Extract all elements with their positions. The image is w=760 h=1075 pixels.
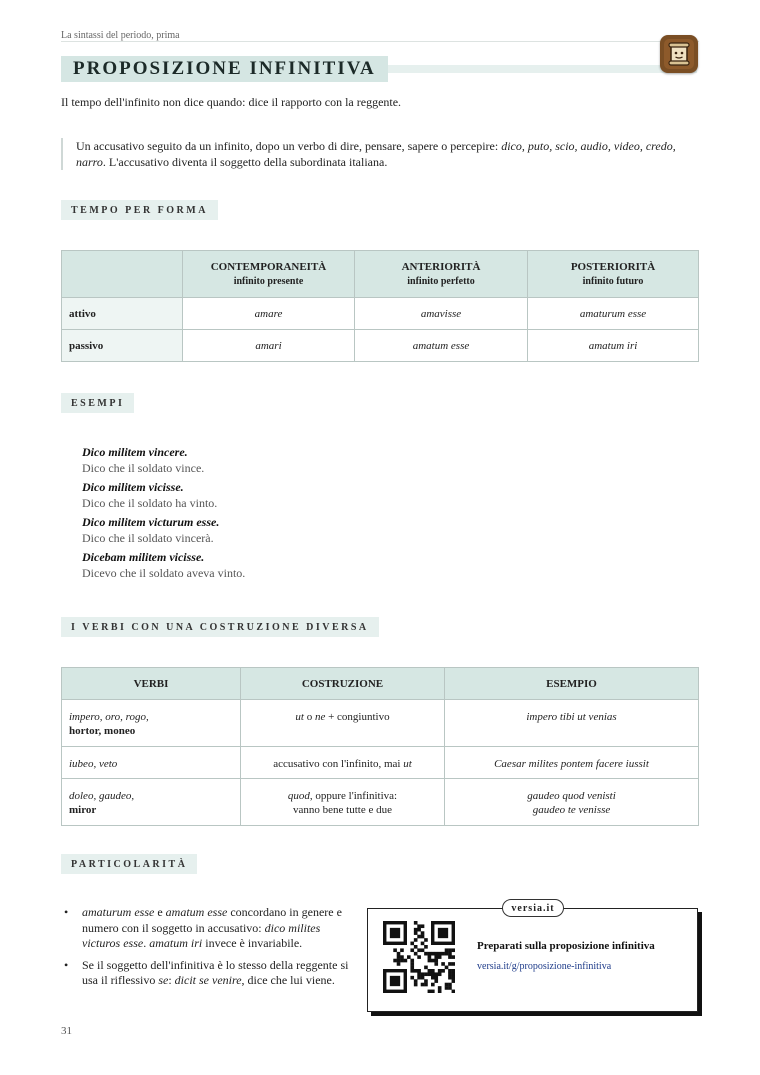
example-latin: Dico militem victurum esse. <box>82 515 220 529</box>
verbi-table <box>61 667 699 826</box>
table-row <box>62 330 699 362</box>
section-verbi-costruzione-diversa: I VERBI CON UNA COSTRUZIONE DIVERSA <box>61 617 379 637</box>
qr-code-icon[interactable] <box>383 921 455 993</box>
example-latin: Dico militem vincere. <box>82 445 188 459</box>
table-cell: amare <box>183 298 355 330</box>
quote-text-after: . L'accusativo diventa il soggetto della subordinata italiana. <box>102 155 388 169</box>
title-box <box>61 56 388 82</box>
table-cell: amari <box>183 330 355 362</box>
esempio-cell: impero tibi ut venias <box>445 700 699 747</box>
section-tempo-per-forma: TEMPO PER FORMA <box>61 200 218 220</box>
page-number: 31 <box>61 1025 72 1037</box>
verbi-cell: iubeo, veto <box>62 747 241 779</box>
tempo-col-header: POSTERIORITÀ infinito futuro <box>528 251 699 298</box>
costruzione-cell: ut o ne + congiuntivo <box>241 700 445 747</box>
tempo-table <box>61 250 699 362</box>
particolarita-list <box>61 905 357 995</box>
costruzione-cell: accusativo con l'infinito, mai ut <box>241 747 445 779</box>
example-italian: Dico che il soldato ha vinto. <box>82 496 218 510</box>
section-esempi: ESEMPI <box>61 393 134 413</box>
tempo-table-corner <box>62 251 183 298</box>
example-italian: Dico che il soldato vince. <box>82 461 205 475</box>
card-tab-label: versia.it <box>502 899 564 917</box>
bullet-icon: • <box>64 905 69 919</box>
verbi-col-header: COSTRUZIONE <box>241 668 445 700</box>
table-cell: amatum esse <box>355 330 528 362</box>
tempo-col-header: ANTERIORITÀ infinito perfetto <box>355 251 528 298</box>
table-row <box>62 298 699 330</box>
example-latin: Dicebam militem vicisse. <box>82 550 205 564</box>
card-title: Preparati sulla proposizione infinitiva <box>477 940 655 952</box>
bullet-text: amaturum esse e amatum esse concordano in genere e numero con il soggetto in accusativo: dico milites victuros esse. amatum iri invece è invariabile. <box>82 905 342 950</box>
intro-text: Il tempo dell'infinito non dice quando: dice il rapporto con la reggente. <box>61 95 402 109</box>
scroll-icon[interactable] <box>660 35 698 73</box>
table-cell: amaturum esse <box>528 298 699 330</box>
row-label: attivo <box>62 298 183 330</box>
running-head: La sintassi del periodo, prima <box>61 30 180 41</box>
example-italian: Dicevo che il soldato aveva vinto. <box>82 566 246 580</box>
row-label: passivo <box>62 330 183 362</box>
bullet-text: Se il soggetto dell'infinitiva è lo stesso della reggente si usa il riflessivo se: dicit se venire, dice che lui viene. <box>82 957 349 987</box>
quote-verbs: dico, puto, scio, audio, video, credo, narro <box>76 139 676 169</box>
bullet-icon: • <box>64 957 69 972</box>
title-track <box>361 65 697 73</box>
list-item <box>61 905 357 952</box>
verbi-col-header: ESEMPIO <box>445 668 699 700</box>
table-row <box>62 779 699 826</box>
esempio-cell: Caesar milites pontem facere iussit <box>445 747 699 779</box>
examples-list <box>82 444 245 584</box>
header-divider <box>61 41 699 42</box>
verbi-cell: doleo, gaudeo, miror <box>62 779 241 826</box>
costruzione-cell: quod, oppure l'infinitiva: vanno bene tutte e due <box>241 779 445 826</box>
table-row <box>62 747 699 779</box>
table-cell: amavisse <box>355 298 528 330</box>
table-row <box>62 700 699 747</box>
verbi-col-header: VERBI <box>62 668 241 700</box>
definition-quote <box>61 138 697 170</box>
quote-text-before: Un accusativo seguito da un infinito, dopo un verbo di dire, pensare, sapere o percepire: <box>76 139 502 153</box>
verbi-cell: impero, oro, rogo, hortor, moneo <box>62 700 241 747</box>
page-title: PROPOSIZIONE INFINITIVA <box>73 58 376 79</box>
table-cell: amatum iri <box>528 330 699 362</box>
tempo-col-header: CONTEMPORANEITÀ infinito presente <box>183 251 355 298</box>
esempio-cell: gaudeo quod venisti gaudeo te venisse <box>445 779 699 826</box>
card-link[interactable]: versia.it/g/proposizione-infinitiva <box>477 961 612 972</box>
list-item <box>61 958 357 989</box>
section-particolarita: PARTICOLARITÀ <box>61 854 197 874</box>
example-italian: Dico che il soldato vincerà. <box>82 531 214 545</box>
example-latin: Dico militem vicisse. <box>82 480 184 494</box>
title-band <box>61 56 697 82</box>
